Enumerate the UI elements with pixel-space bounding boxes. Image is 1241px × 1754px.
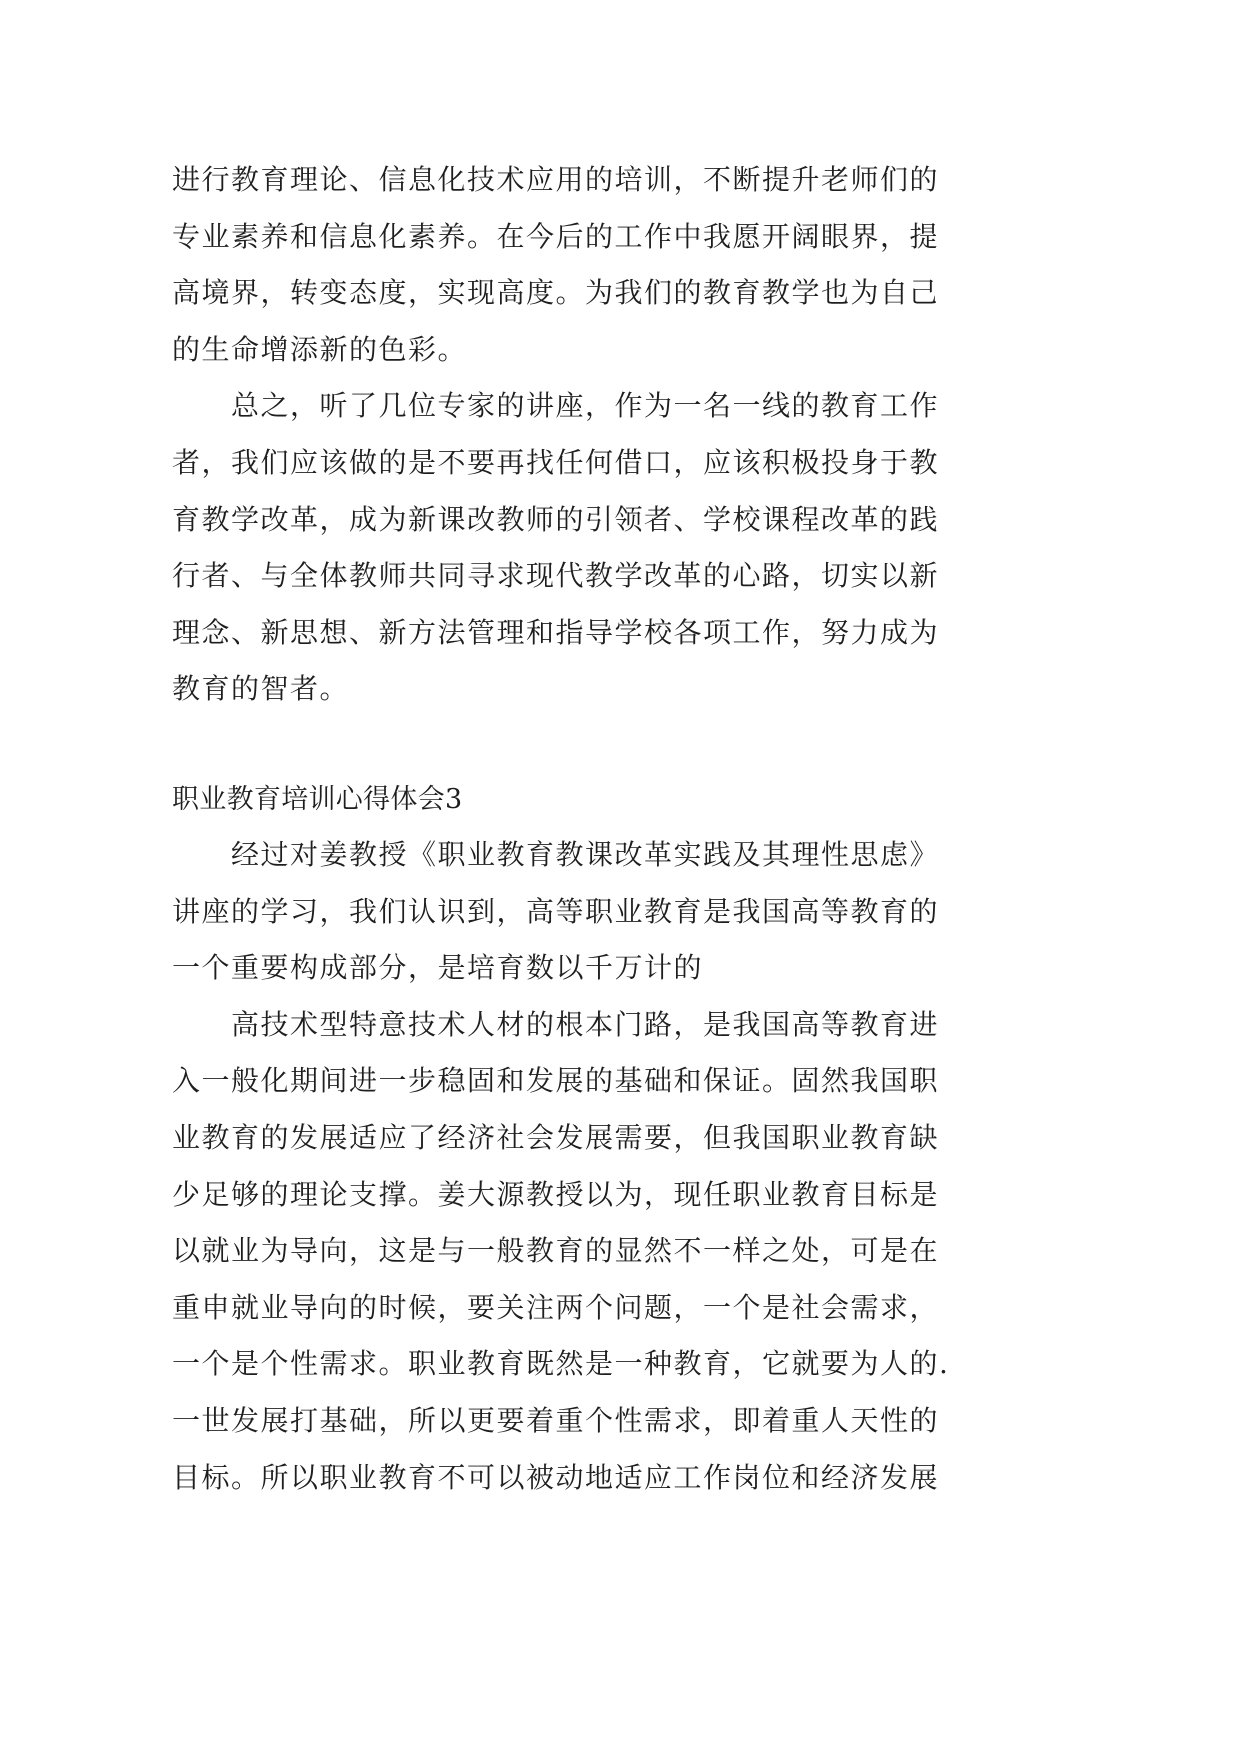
- text-line: 行者、与全体教师共同寻求现代教学改革的心路，切实以新: [172, 559, 940, 593]
- text-line: 少足够的理论支撑。姜大源教授以为，现任职业教育目标是: [172, 1177, 940, 1211]
- text-line: 一个重要构成部分，是培育数以千万计的: [172, 951, 704, 985]
- text-line: 业教育的发展适应了经济社会发展需要，但我国职业教育缺: [172, 1120, 940, 1154]
- text-line: 理念、新思想、新方法管理和指导学校各项工作，努力成为: [172, 615, 940, 649]
- text-line: 一世发展打基础，所以更要着重个性需求，即着重人天性的: [172, 1403, 940, 1437]
- text-line: 育教学改革，成为新课改教师的引领者、学校课程改革的践: [172, 502, 940, 536]
- text-line: 经过对姜教授《职业教育教课改革实践及其理性思虑》: [231, 838, 940, 871]
- text-line: 重申就业导向的时候，要关注两个问题，一个是社会需求，: [172, 1290, 940, 1324]
- text-line: 以就业为导向，这是与一般教育的显然不一样之处，可是在: [172, 1234, 940, 1268]
- text-line: 者，我们应该做的是不要再找任何借口，应该积极投身于教: [172, 445, 940, 479]
- text-line: 专业素养和信息化素养。在今后的工作中我愿开阔眼界，提: [172, 219, 940, 253]
- paragraph: [172, 152, 972, 378]
- text-line: 一个是个性需求。职业教育既然是一种教育，它就要为人的.: [172, 1347, 950, 1381]
- section-body-text: [172, 827, 972, 1506]
- paragraph: [172, 827, 972, 997]
- body-text: [172, 152, 972, 718]
- text-line: 目标。所以职业教育不可以被动地适应工作岗位和经济发展: [172, 1460, 940, 1494]
- text-line: 总之，听了几位专家的讲座，作为一名一线的教育工作: [231, 389, 940, 423]
- text-line: 高境界，转变态度，实现高度。为我们的教育教学也为自己: [172, 276, 940, 310]
- paragraph: [172, 378, 972, 718]
- paragraph: [172, 997, 972, 1506]
- text-line: 的生命增添新的色彩。: [172, 332, 468, 366]
- text-line: 高技术型特意技术人材的根本门路，是我国高等教育进: [231, 1007, 940, 1041]
- text-line: 进行教育理论、信息化技术应用的培训，不断提升老师们的: [172, 163, 940, 196]
- text-line: 入一般化期间进一步稳固和发展的基础和保证。固然我国职: [172, 1064, 940, 1098]
- text-line: 讲座的学习，我们认识到，高等职业教育是我国高等教育的: [172, 894, 940, 928]
- section-heading: 职业教育培训心得体会3: [172, 784, 463, 815]
- text-line: 教育的智者。: [172, 672, 350, 706]
